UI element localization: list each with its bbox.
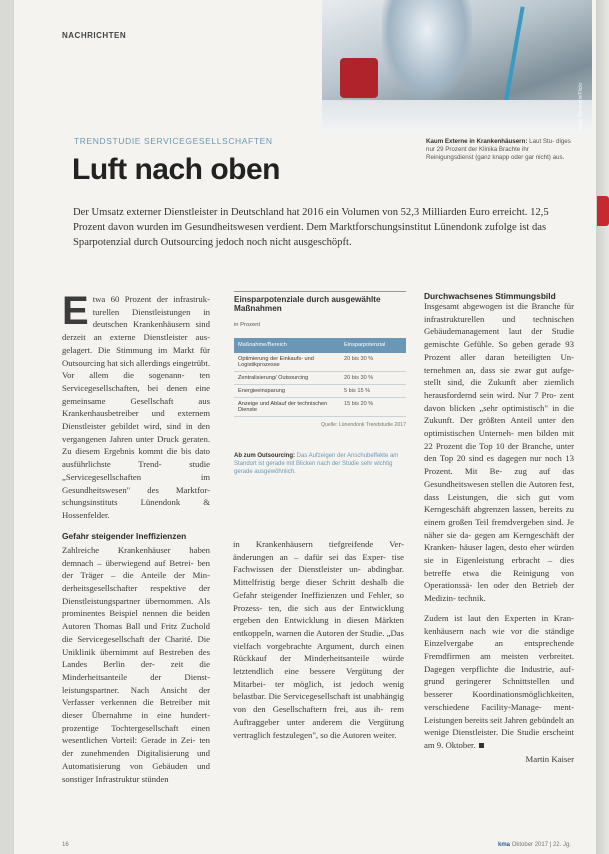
table-row bbox=[234, 397, 406, 416]
article-column-3 bbox=[424, 300, 574, 765]
savings-table bbox=[234, 338, 406, 417]
table-header-measure: Maßnahme/Bereich bbox=[234, 338, 340, 353]
photo-mop bbox=[503, 6, 524, 105]
table-row bbox=[234, 353, 406, 372]
article-column-2 bbox=[233, 538, 404, 741]
footer-issue bbox=[498, 842, 571, 848]
table-header-savings: Einsparpotenzial bbox=[340, 338, 406, 353]
table-header-row bbox=[234, 338, 406, 353]
photo-cleaner-figure bbox=[382, 0, 472, 100]
photo-floor bbox=[322, 100, 592, 133]
caption-text: Laut Stu- diges nur 29 Prozent der Klinika Brachte ihr Reinigungsdienst (ganz knapp oder gar nicht) aus. bbox=[426, 138, 571, 162]
table-cell-value: 15 bis 20 % bbox=[340, 397, 406, 416]
table-cell-label: Zentralisierung/ Outsourcing bbox=[234, 371, 340, 384]
page-edge bbox=[596, 0, 609, 854]
section-tab-marker bbox=[597, 196, 609, 226]
table-cell-value: 5 bis 15 % bbox=[340, 384, 406, 397]
footer-brand: kma bbox=[498, 842, 511, 848]
infobox-note bbox=[234, 452, 406, 476]
col1-subhead: Gefahr steigender Ineffizienzen bbox=[62, 530, 187, 541]
table-cell-label: Anzeige und Ablauf der technischen Dienste bbox=[234, 397, 340, 416]
infobox-source: Quelle: Lünendonk Trendstudie 2017 bbox=[320, 421, 406, 428]
table-cell-label: Optimierung der Einkaufs- und Logistikprozesse bbox=[234, 353, 340, 372]
photo-caption bbox=[426, 138, 576, 162]
article-kicker: TRENDSTUDIE SERVICEGESELLSCHAFTEN bbox=[74, 136, 273, 146]
table-row bbox=[234, 371, 406, 384]
article-author: Martin Kaiser bbox=[525, 753, 574, 764]
col2-paragraph-1: in Krankenhäusern tiefgreifende Ver- änderungen an – dafür sei das Exper- tise Fachwissen der Dienstleister un- abdingbar. Mittelfristig berge dieser Schritt deshalb die Gefahr steigender Ineffizienzen und Fehler, so Prozess- ten, die sich aus der Entwicklung ergeben den Entwicklung in diesen Märkten entkoppeln, warnen die Autoren der Studie. „Das vielfach vorgebrachte Argument, durch einen Rückkauf der Minderheitsanteile würde letztendlich eine bessere Vergütung der Mitarbei- ter möglich, ist jedoch wenig belastbar. Die Servicegesellschaft ist unabhängig von den Gesellschaftern frei, aus ih- rem Auftraggeber unter anderem die Vergütung vertraglich festzulegen", so die Autoren weiter. bbox=[233, 539, 404, 740]
section-label: NACHRICHTEN bbox=[62, 31, 127, 40]
header-photo bbox=[322, 0, 592, 133]
article-column-1 bbox=[62, 289, 210, 785]
infobox-note-text: Das Aufzeigen der Anschubeffekte am Standort ist gerade mit Blicken nach der Studie sehr wichtig gerade ausgewöhnlich. bbox=[234, 452, 399, 476]
col3-paragraph-2 bbox=[424, 612, 574, 752]
infobox-title: Einsparpotenziale durch ausgewählte Maßnahmen bbox=[234, 291, 406, 314]
end-mark-icon bbox=[479, 743, 484, 748]
table-cell-value: 20 bis 30 % bbox=[340, 371, 406, 384]
article-headline: Luft nach oben bbox=[72, 153, 280, 186]
footer-issue-text: Oktober 2017 | 22. Jg. bbox=[511, 842, 571, 848]
photo-credit: Foto: Trendsitiv/Flickr bbox=[578, 82, 584, 130]
col3-paragraph-1: Insgesamt abgewogen ist die Branche für infrastrukturellen und technischen Gebäudemanagement laut der Studie gemischte Gefühle. So geben gerade 93 Prozent aller daran beteiligten Un- ternehmen an, dass sie zwar gut aufge- stellt sind, die Zukunft aber ziemlich herausfordernd sein wird. Nur 7 Pro- zent davon blicken „sehr optimistisch" in die Zukunft. Der größten Anteil unter den optimistischen Unterneh- men bilden mit 22 Prozent die Top 10 der Branche, unter den Top 20 sind es dagegen nur noch 13 Prozent. Mit Be- zug auf das Gesundheitswesen stellen die Autoren fest, dass Leistungen, die sich gut vom Kerngeschäft abgrenzen lassen, bereits zu einem großen Teil fremdvergeben sind. Je näher sie da- gegen am Kerngeschäft der Kranken- häuser lagen, desto eher würden sie in Eigenleistung erbracht – dies betreffe etwa die Reinigung von Operationssä- len oder den Betrieb der Medizin- technik. bbox=[424, 301, 574, 604]
infobox-unit: in Prozent bbox=[234, 321, 261, 328]
col3-subhead: Durchwachsenes Stimmungsbild bbox=[424, 291, 556, 301]
table-cell-label: Energieeinsparung bbox=[234, 384, 340, 397]
dropcap: E bbox=[62, 289, 89, 333]
page-number: 16 bbox=[62, 842, 69, 848]
infobox-note-bold: Ab zum Outsourcing: bbox=[234, 452, 295, 459]
col1-paragraph-1: twa 60 Prozent der infrastruk- turellen Dienstleistungen in deutschen Krankenhäusern sind derzeit an externe Dienstleister aus- gelagert. Die Stimmung im Markt für Outsourcing hat sich allerdings eingetrübt. Vor allem die sogenann- ten Servicegesellschaften, bei denen eine gemeinsame Gesellschaft aus Krankenhausbetreiber und externem Dienstleister gebildet wird, sind in den vergangenen Jahren unter Druck geraten. Zu diesem Ergebnis kommt die bis dato ausführlichste Trend- studie „Servicegesellschaften im Gesundheitswesen" des Marktfor- schungsinstituts Lünendonk & Hossenfelder. bbox=[62, 294, 210, 520]
col1-paragraph-2: Zahlreiche Krankenhäuser haben demnach – überwiegend auf Betrei- ben der Träger – die Anteile der Min- derheitsgesellschafter respektive der Dienstleistungspartner übernommen. Als prominentes Beispiel nennen die beiden Autoren Thomas Ball und Fritz Zuchold die Servicegesellschaft der Charité. Die Uniklinik übernimmt auf Bestreben des Landes Berlin der- zeit die Minderheitsanteile der Dienst- leistungspartner. Nach Ansicht der Verfasser verkennen die Betreiber mit dieser Übernahme in eine hundert- prozentige Tochtergesellschaft einen wesentlichen Vorteil: Gerade in Zei- ten der zunehmenden Digitalisierung und Automatisierung von Gebäuden und sonstiger Infrastruktur stünden bbox=[62, 544, 210, 784]
col3-paragraph-2-text: Zudem ist laut den Experten in Kran- kenhäusern nach wie vor die ständige Einzelvergabe an entsprechende Fremdfirmen am meisten verbreitet. Dagegen verpflichte die Industrie, auf- grund geringerer Schnittstellen und besserer Koordinationsmöglichkeiten, verschiedene Facility-Manage- ment-Leistungen bereits seit Jahren gebündelt an wenige Dienstleister. Die Studie erscheint am 9. Oktober. bbox=[424, 612, 574, 750]
table-cell-value: 20 bis 30 % bbox=[340, 353, 406, 372]
article-lead: Der Umsatz externer Dienstleister in Deutschland hat 2016 ein Volumen von 52,3 Milliarden Euro erreicht. 12,5 Prozent davon wurden im Gesundheitswesen verdient. Dem Marktforschungsinstitut Lünendonk zufolge ist das Sparpotenzial durch Outsourcing jedoch noch nicht ausgeschöpft. bbox=[73, 207, 549, 249]
photo-bucket bbox=[340, 58, 378, 98]
savings-infobox bbox=[234, 291, 406, 476]
table-row bbox=[234, 384, 406, 397]
caption-bold: Kaum Externe in Krankenhäusern: bbox=[426, 138, 528, 145]
